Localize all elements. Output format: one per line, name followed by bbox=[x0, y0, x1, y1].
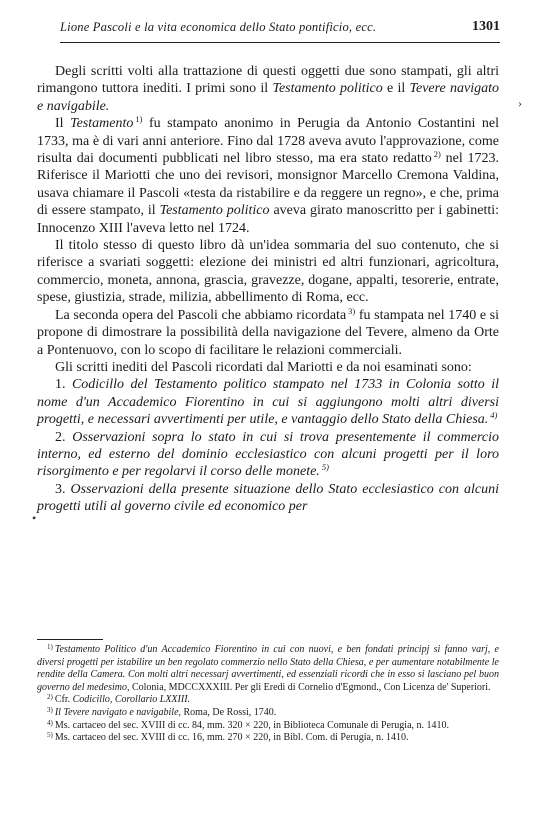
footnote-ref-5[interactable]: 5) bbox=[321, 462, 329, 473]
list-item: 3. Osservazioni della presente situazione dello Stato ecclesiastico con alcuni progetti utili al governo civile ed economico per bbox=[37, 481, 500, 515]
footnote-4: $^{4)}$ Ms. cartaceo del sec. XVIII di cc. 84, mm. 320 × 220, in Biblioteca Comunale di Perugia, n. 1410. bbox=[47, 718, 450, 731]
running-header bbox=[60, 20, 500, 43]
list-item: 1. Codicillo del Testamento politico stampato nel 1733 in Colonia sotto il nome d'un Accademico Fiorentino in cui si aggiungono molti altri diversi progetti, e necessari avvertimenti per utile, e vantaggio dello Stato della Chiesa. $^{4)}$ bbox=[37, 377, 499, 428]
footnote-ref-2[interactable]: 2) bbox=[433, 149, 441, 160]
margin-mark: › bbox=[518, 96, 522, 110]
paragraph-4: La seconda opera del Pascoli che abbiamo ricordata $^{3)}$ fu stampata nel 1740 e si propone di dimostrare la possibilità della navigazione del Tevere, almeno da Orte a Pontenuovo, con lo scopo di facilitare le relazioni commerciali. bbox=[37, 305, 500, 358]
page-number: 1301 bbox=[472, 19, 500, 34]
running-title: Lione Pascoli e la vita economica dello Stato pontificio, ecc. bbox=[60, 20, 377, 34]
footnotes bbox=[37, 644, 499, 745]
paragraph-5: Gli scritti inediti del Pascoli ricordati dal Mariotti e da noi esaminati sono: bbox=[55, 359, 472, 375]
margin-bullet: • bbox=[32, 511, 37, 525]
footnote-ref-1[interactable]: 1) bbox=[135, 114, 143, 125]
footnote-ref-3[interactable]: 3) bbox=[348, 305, 356, 316]
paragraph-2: Il Testamento $^{1)}$ fu stampato anonimo in Perugia da Antonio Costantini nel 1733, ma è di vari anni anteriore. Fino dal 1728 aveva avuto l'approvazione, come risulta dai documenti pubblicati nel libro stesso, ma era stato redatto $^{2)}$ nel 1723. Riferisce il Mariotti che uno dei revisori, monsignor Marcello Cremona Valdina, usava chiamare il Pascoli «testa da ristabilire e da reggere un regno», e che, prima di essere stampato, il Testamento politico aveva girato manoscritto per i gabinetti: Innocenzo XIII l'aveva letto nel 1724. bbox=[37, 114, 500, 236]
paragraph-3: Il titolo stesso di questo libro dà un'idea sommaria del suo contenuto, che si riferisce a svariati soggetti: elezione dei ministri ed altri funzionari, agricoltura, commercio, moneta, annona, grascia, gravezze, dogane, appalti, tesorerie, entrate, spese, giustizia, strade, milizia, abbellimento di Roma, ecc. bbox=[37, 238, 499, 306]
footnote-2: $^{2)}$ Cfr. Codicillo, Corollario LXXIII. bbox=[47, 693, 191, 706]
list-item: 2. Osservazioni sopra lo stato in cui si trova presentemente il commercio interno, ed esterno del dominio ecclesiastico con alcuni progetti per il loro risorgimento e per regolarvi il corso delle monete. $^{5)}$ bbox=[37, 429, 499, 480]
footnote-ref-4[interactable]: 4) bbox=[490, 410, 498, 421]
footnote-1: $^{1)}$ Testamento Politico d'un Accademico Fiorentino in cui con nuovi, e ben fondati principj si fanno varj, e diversi progetti per istabilire un ben regolato commerzio nello Stato della Chiesa, e per aumentare notabilmente le rendite della Camera. Con molti altri necessarj avvertimenti, ed essenziali ricordi che in esso si lasciano pel buon governo del medesimo, Colonia, MDCCXXXIII. Per gli Eredi di Cornelio d'Egmond., Con Licenza de' Superiori. bbox=[37, 643, 499, 693]
footnote-5: $^{5)}$ Ms. cartaceo del sec. XVIII di cc. 16, mm. 270 × 220, in Bibl. Com. di Perugia, n. 1410. bbox=[47, 731, 409, 744]
footnote-divider bbox=[37, 639, 103, 640]
paragraph-1: Degli scritti volti alla trattazione di questi oggetti due sono stampati, gli altri rimangono tuttora inediti. I primi sono il Testamento politico e il Tevere navigato e navigabile. bbox=[37, 64, 500, 114]
body-text bbox=[37, 63, 499, 516]
footnote-3: $^{3)}$ Il Tevere navigato e navigabile, Roma, De Rossi, 1740. bbox=[47, 705, 277, 718]
